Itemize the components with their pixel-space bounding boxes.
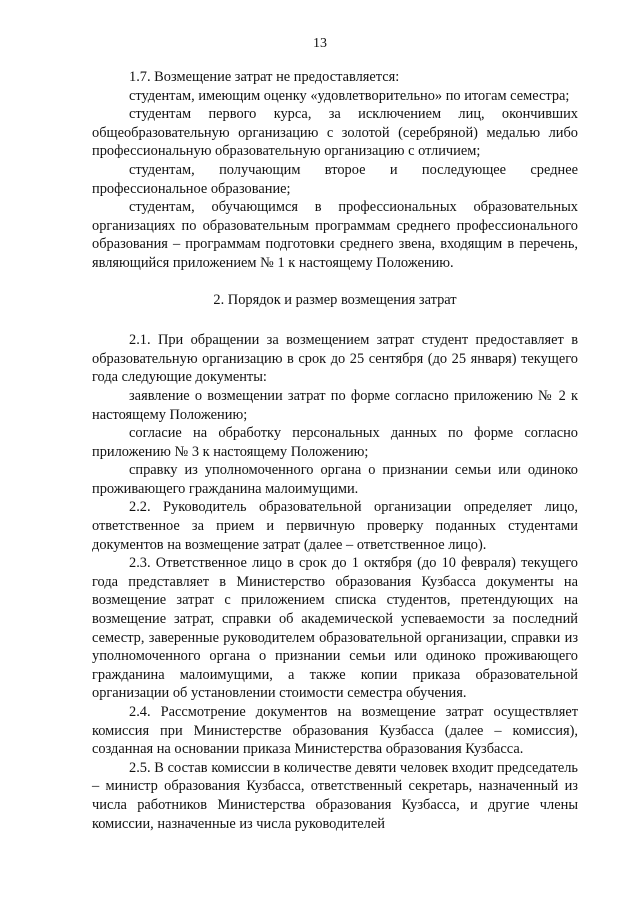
clause-1-7-item: студентам первого курса, за исключением лиц, окончивших общеобразовательную организацию с золотой (серебряной) медалью либо профессиональную образовательную организацию с отличием;	[92, 106, 578, 160]
clause-2-4: 2.4. Рассмотрение документов на возмещение затрат осуществляет комиссия при Министерстве образования Кузбасса (далее – комиссия), созданная на основании приказа Министерства образования Кузбасса.	[92, 704, 578, 758]
clause-1-7-intro: 1.7. Возмещение затрат не предоставляется:	[129, 69, 400, 85]
clause-2-1-document: заявление о возмещении затрат по форме согласно приложению № 2 к настоящему Положению;	[92, 387, 578, 423]
clause-2-1: 2.1. При обращении за возмещением затрат студент предоставляет в образовательную организацию в срок до 25 сентября (до 25 января) текущего года следующие документы:	[92, 332, 578, 386]
clause-2-2: 2.2. Руководитель образовательной организации определяет лицо, ответственное за прием и первичную проверку поданных студентами документов на возмещение затрат (далее – ответственное лицо).	[92, 499, 578, 553]
clause-1-7-item: студентам, получающим второе и последующее среднее профессиональное образование;	[92, 161, 578, 197]
section-2-heading: 2. Порядок и размер возмещения затрат	[213, 291, 457, 308]
clause-1-7-item: студентам, имеющим оценку «удовлетворительно» по итогам семестра;	[129, 87, 570, 104]
clause-2-1-document: справку из уполномоченного органа о признании семьи или одиноко проживающего гражданина малоимущими.	[92, 462, 578, 497]
clause-2-1-document: согласие на обработку персональных данных по форме согласно приложению № 3 к настоящему Положению;	[92, 425, 578, 460]
clause-2-3: 2.3. Ответственное лицо в срок до 1 октября (до 10 февраля) текущего года представляет в Министерство образования Кузбасса документы на возмещение затрат с приложением списка студентов, претендующих на возмещение затрат, справки об академической успеваемости за последний семестр, заверенные руководителем образовательной организации, справки из уполномоченного органа о признании семьи или одиноко проживающего гражданина малоимущими, а также копии приказа образовательной организации об установлении стоимости семестра обучения.	[92, 555, 578, 702]
clause-1-7-item: студентам, обучающимся в профессиональных образовательных организациях по образовательным программам среднего профессионального образования – программам подготовки среднего звена, входящим в перечень, являющийся приложением № 1 к настоящему Положению.	[92, 199, 578, 271]
document-body	[92, 68, 578, 833]
clause-2-5: 2.5. В состав комиссии в количестве девяти человек входит председатель – министр образования Кузбасса, ответственный секретарь, назначенный из числа работников Министерства образования Кузбасса, и другие члены комиссии, назначенные из числа руководителей	[92, 759, 578, 832]
page-number: 13	[313, 36, 327, 51]
